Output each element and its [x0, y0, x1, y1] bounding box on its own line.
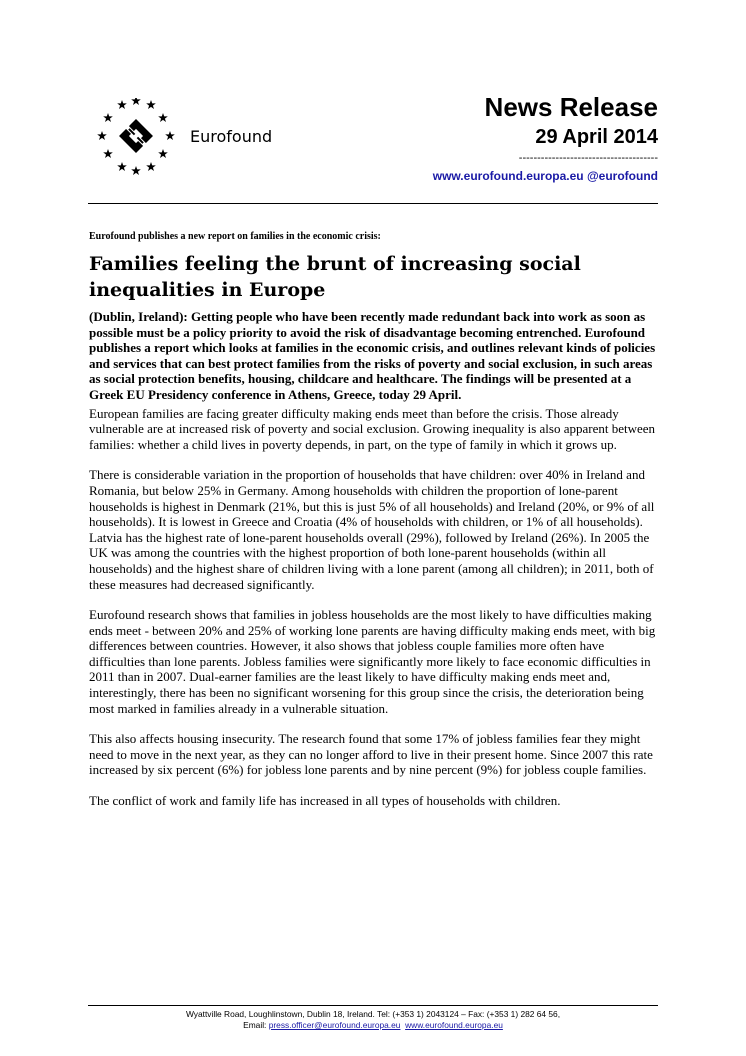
header-divider	[88, 203, 658, 204]
page-footer	[88, 1005, 658, 1031]
article-paragraph: The conflict of work and family life has increased in all types of households with children.	[89, 793, 561, 809]
footer-contact	[88, 1020, 658, 1031]
website-link[interactable]: www.eurofound.europa.eu @eurofound	[432, 169, 658, 183]
logo-wordmark: Eurofound	[190, 127, 273, 146]
article-lead: (Dublin, Ireland): Getting people who have been recently made redundant back into work as soon as possible must be a policy priority to avoid the risk of disadvantage becoming entrenched. Eurofound publishes a report which looks at families in the economic crisis, and outlines relevant kinds of policies and services that can best protect families from the risks of poverty and social exclusion, in such areas as social protection benefits, housing, childcare and healthcare. The findings will be presented at a Greek EU Presidency conference in Athens, Greece, today 29 April.	[89, 309, 656, 402]
eurofound-emblem-icon	[94, 98, 189, 178]
article-paragraph: Eurofound research shows that families in jobless households are the most likely to have difficulties making ends meet - between 20% and 25% of working lone parents are having difficulty making ends meet, with big differences between countries. However, it also shows that jobless couple families more often have difficulties than lone parents. Jobless families were significantly more likely to face economic difficulties in 2011 than in 2007. Dual-earner families are the least likely to have difficulty making ends meet and, interestingly, there has been no significant worsening for this group since the crisis, the deterioration being most marked in families already in a vulnerable situation.	[89, 607, 656, 716]
article-paragraph: There is considerable variation in the proportion of households that have children: over 40% in Ireland and Romania, but below 25% in Germany. Among households with children the proportion of lone-parent households is highest in Denmark (21%, but this is just 5% of all households) and Ireland (20%, or 9% of all households). It is lowest in Greece and Croatia (4% of households with children, or 1% of all households). Latvia has the highest rate of lone-parent households overall (29%), followed by Ireland (26%). In 2005 the UK was among the countries with the highest proportion of both lone-parent households (within all households) and the highest share of children living with a lone parent (among all children); in 2011, both of these measures had decreased significantly.	[89, 467, 655, 592]
footer-website-link[interactable]: www.eurofound.europa.eu	[405, 1020, 503, 1030]
footer-email-label: Email:	[243, 1020, 267, 1030]
footer-address: Wyattville Road, Loughlinstown, Dublin 18, Ireland. Tel: (+353 1) 2043124 – Fax: (+353 1) 282 64 56,	[185, 1009, 561, 1019]
article-kicker: Eurofound publishes a new report on families in the economic crisis:	[89, 231, 381, 242]
footer-email-link[interactable]: press.officer@eurofound.europa.eu	[268, 1020, 401, 1030]
dash-separator: --------------------------------------	[518, 152, 658, 164]
news-release-header	[433, 92, 658, 183]
article-paragraph: This also affects housing insecurity. The research found that some 17% of jobless families fear they might need to move in the next year, as they can no longer afford to live in their present home. Since 2007 this rate increased by six percent (6%) for jobless lone parents and by nine percent (9%) for jobless couple families.	[89, 731, 653, 778]
article-paragraph: European families are facing greater difficulty making ends meet than before the crisis. Those already vulnerable are at increased risk of poverty and social exclusion. Growing inequality is also apparent between families: whether a child lives in poverty depends, in part, on the type of family in which it grows up.	[89, 405, 656, 452]
release-date: 29 April 2014	[535, 126, 658, 148]
article-headline: Families feeling the brunt of increasing social inequalities in Europe	[89, 253, 581, 301]
news-release-title: News Release	[484, 92, 658, 122]
article	[89, 230, 657, 824]
